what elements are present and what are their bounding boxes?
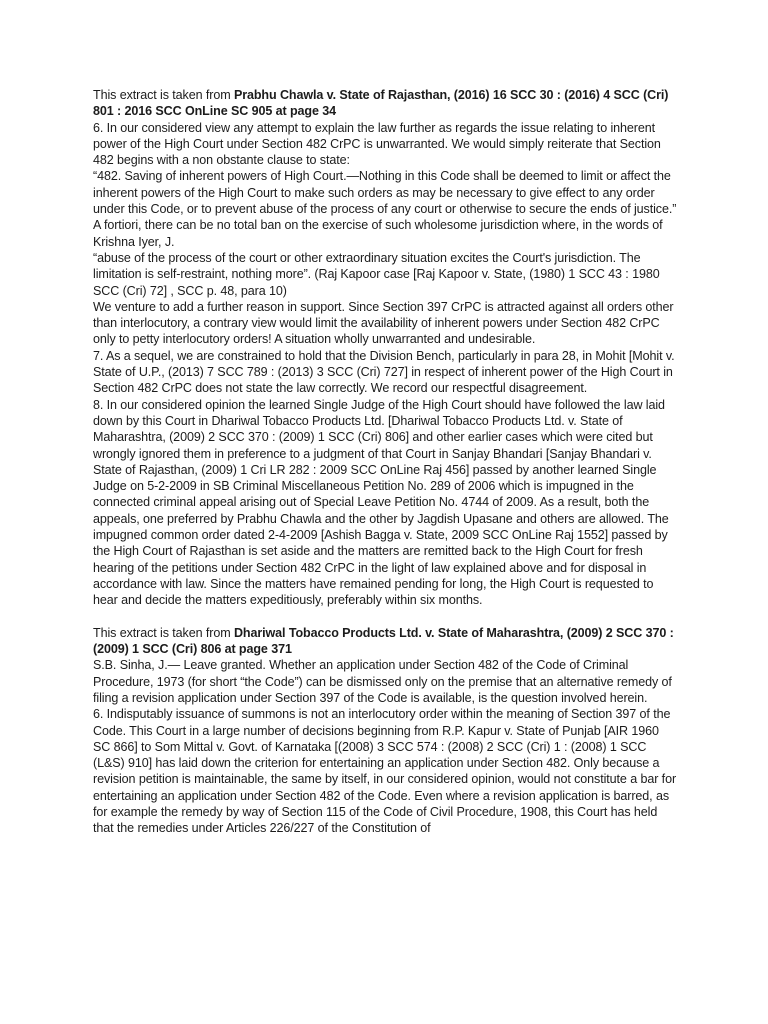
paragraph: 6. Indisputably issuance of summons is not an interlocutory order within the meaning of Section 397 of the Code. This Court in a large number of decisions beginning from R.P. Kapur v. State of Punjab [AIR 1960 SC 866] to Som Mittal v. Govt. of Karnataka [(2008) 3 SCC 574 : (2008) 2 SCC (Cri) 1 : (2008) 1 SCC (L&S) 910] has laid down the criterion for entertaining an application under Section 482. Only because a revision petition is maintainable, the same by itself, in our considered opinion, would not constitute a bar for entertaining an application under Section 482 of the Code. Even where a revision application is barred, as for example the remedy by way of Section 115 of the Code of Civil Procedure, 1908, this Court has held that the remedies under Articles 226/227 of the Constitution of	[93, 707, 677, 836]
extract-1-source: Prabhu Chawla v. State of Rajasthan, (2016) 16 SCC 30 : (2016) 4 SCC (Cri) 801 : 2016 SCC OnLine SC 905 at page 34	[93, 88, 669, 119]
extract-2-intro: This extract is taken from	[93, 625, 234, 640]
document-page	[93, 87, 677, 837]
paragraph: 6. In our considered view any attempt to explain the law further as regards the issue relating to inherent power of the High Court under Section 482 CrPC is unwarranted. We would simply reiterate that Section 482 begins with a non obstante clause to state:	[93, 120, 661, 168]
extract-1	[93, 87, 677, 609]
extract-1-intro: This extract is taken from	[93, 88, 234, 102]
extract-2	[93, 625, 677, 837]
extract-2-heading	[93, 625, 677, 658]
section-spacer	[93, 609, 677, 625]
extract-2-source: Dhariwal Tobacco Products Ltd. v. State of Maharashtra, (2009) 2 SCC 370 : (2009) 1 SCC (Cri) 806 at page 371	[93, 625, 674, 657]
paragraph: A fortiori, there can be no total ban on the exercise of such wholesome jurisdiction where, in the words of Krishna Iyer, J.	[93, 218, 663, 249]
paragraph: We venture to add a further reason in support. Since Section 397 CrPC is attracted against all orders other than interlocutory, a contrary view would limit the availability of inherent powers under Section 482 CrPC only to petty interlocutory orders! A situation wholly unwarranted and undesirable.	[93, 299, 674, 347]
paragraph: S.B. Sinha, J.— Leave granted. Whether an application under Section 482 of the Code of Criminal Procedure, 1973 (for short “the Code”) can be dismissed only on the premise that an alternative remedy of filing a revision application under Section 397 of the Code is available, is the question involved herein.	[93, 658, 672, 705]
paragraph: 7. As a sequel, we are constrained to hold that the Division Bench, particularly in para 28, in Mohit [Mohit v. State of U.P., (2013) 7 SCC 789 : (2013) 3 SCC (Cri) 727] in respect of inherent power of the High Court in Section 482 CrPC does not state the law correctly. We record our respectful disagreement.	[93, 348, 675, 396]
paragraph: “482. Saving of inherent powers of High Court.—Nothing in this Code shall be deemed to limit or affect the inherent powers of the High Court to make such orders as may be necessary to give effect to any order under this Code, or to prevent abuse of the process of any court or otherwise to secure the ends of justice.”	[93, 169, 677, 217]
extract-1-heading	[93, 87, 677, 120]
paragraph: 8. In our considered opinion the learned Single Judge of the High Court should have followed the law laid down by this Court in Dhariwal Tobacco Products Ltd. [Dhariwal Tobacco Products Ltd. v. State of Maharashtra, (2009) 2 SCC 370 : (2009) 1 SCC (Cri) 806] and other earlier cases which were cited but wrongly ignored them in preference to a judgment of that Court in Sanjay Bhandari [Sanjay Bhandari v. State of Rajasthan, (2009) 1 Cri LR 282 : 2009 SCC OnLine Raj 456] passed by another learned Single Judge on 5-2-2009 in SB Criminal Miscellaneous Petition No. 289 of 2006 which is impugned in the connected criminal appeal arising out of Special Leave Petition No. 4744 of 2009. As a result, both the appeals, one preferred by Prabhu Chawla and the other by Jagdish Upasane and others are allowed. The impugned common order dated 2-4-2009 [Ashish Bagga v. State, 2009 SCC OnLine Raj 1552] passed by the High Court of Rajasthan is set aside and the matters are remitted back to the High Court for fresh hearing of the petitions under Section 482 CrPC in the light of law explained above and for disposal in accordance with law. Since the matters have remained pending for long, the High Court is requested to hear and decide the matters expeditiously, preferably within six months.	[93, 397, 669, 608]
paragraph: “abuse of the process of the court or other extraordinary situation excites the Court's jurisdiction. The limitation is self-restraint, nothing more”. (Raj Kapoor case [Raj Kapoor v. State, (1980) 1 SCC 43 : 1980 SCC (Cri) 72] , SCC p. 48, para 10)	[93, 250, 660, 298]
